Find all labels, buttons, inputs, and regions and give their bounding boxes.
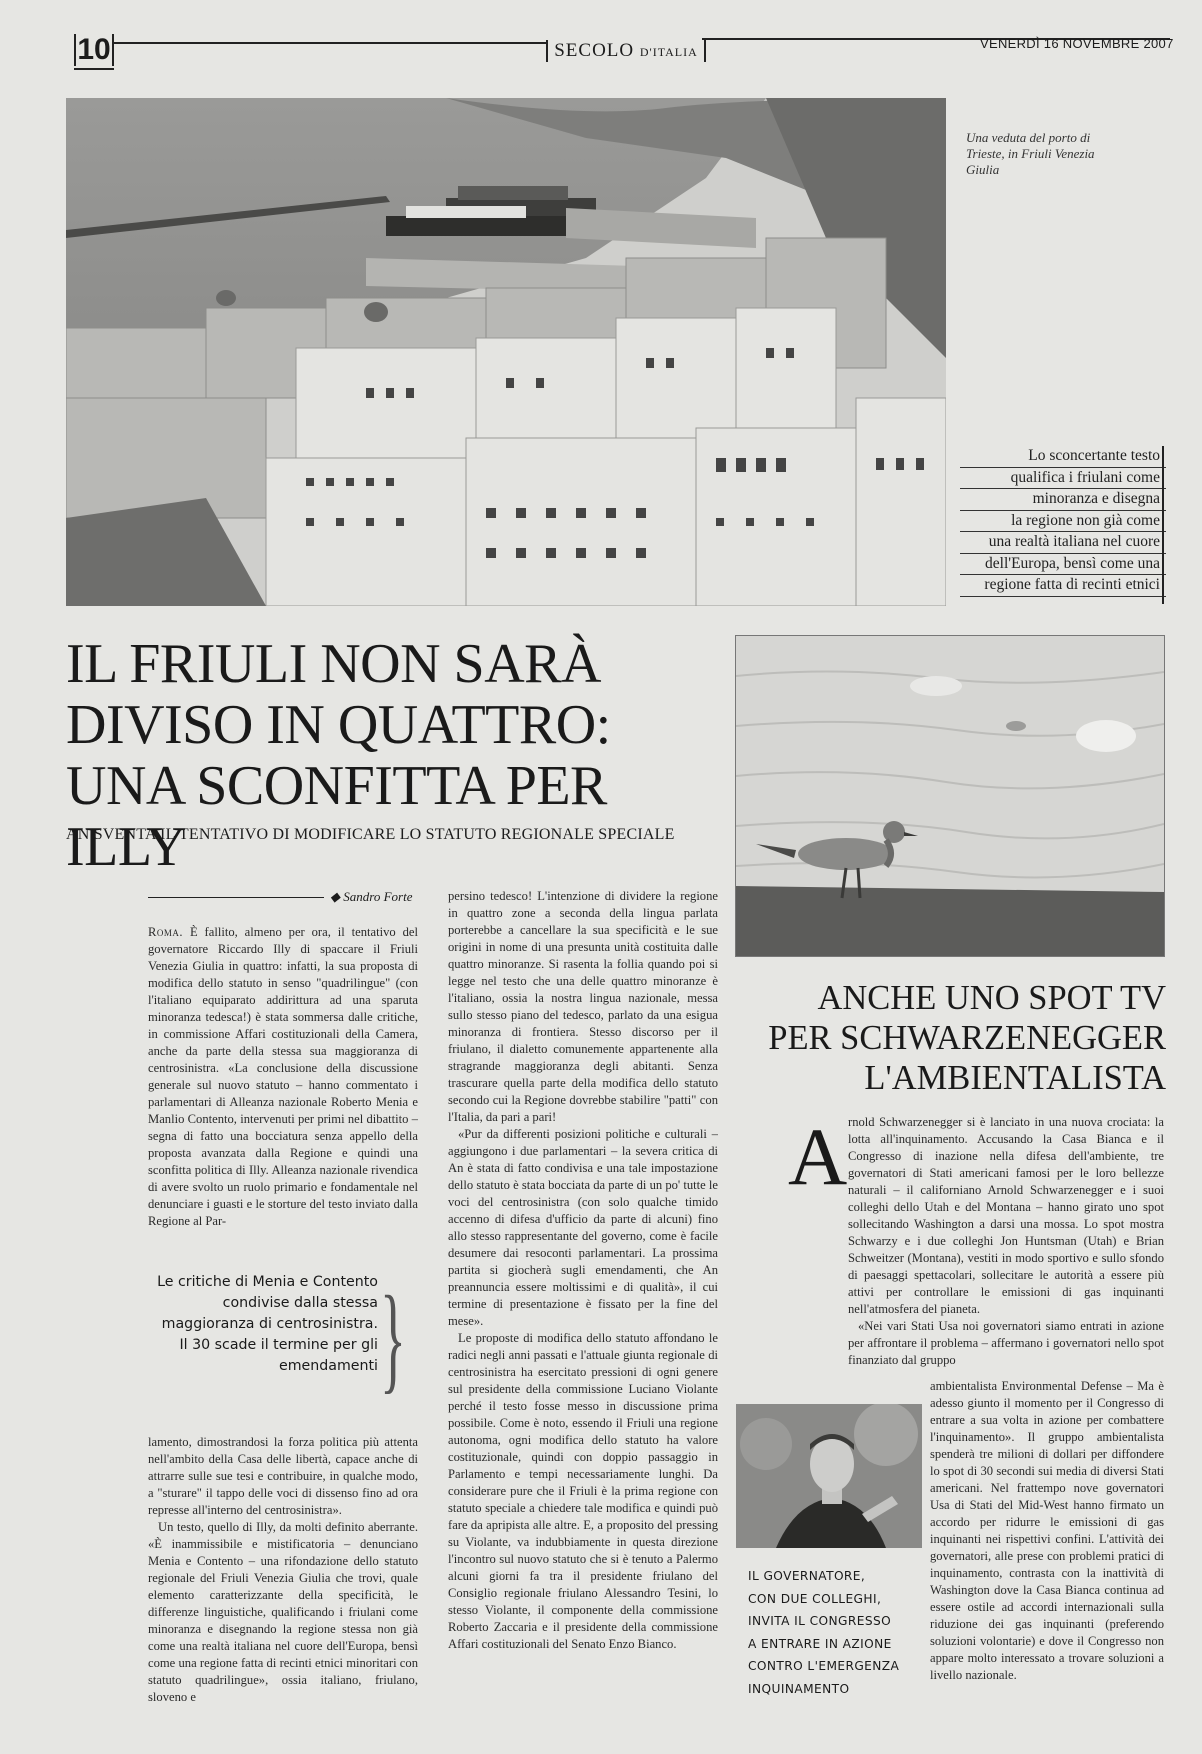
second-title-line: ANCHE UNO SPOT TV — [817, 979, 1166, 1017]
pull-quote-line: regione fatta di recinti etnici — [960, 575, 1166, 597]
article-paragraph: ambientalista Environmental Defense – Ma è adesso giunto il momento per il Congresso di entrare a sua volta in azione per combattere l'inquinamento». Il gruppo ambientalista spenderà tre milioni di dollari per diffondere lo spot di 30 secondi sui media di diversi Stati americani. Nel frattempo nove governatori Usa di Stati del Mid-West hanno firmato un accordo per ridurre le emissioni di gas inquinanti nei rispettivi confini. L'attività dei governatori, alle prese con problemi pratici di inquinamento, contrasta con la inattività di Washington dove la Casa Bianca continua ad essere ostile ad accordi internazionali sulla riduzione dei gas inquinanti (preferendo soluzioni volontarie) e dove il Congresso non appare molto interessato a trovare soluzioni a livello nazionale. — [930, 1379, 1164, 1682]
main-subhead: AN SVENTA IL TENTATIVO DI MODIFICARE LO STATUTO REGIONALE SPECIALE — [66, 826, 675, 843]
second-title-line: L'AMBIENTALISTA — [864, 1059, 1166, 1097]
quote-box: Le critiche di Menia e Contento condivise dalla stessa maggioranza di centrosinistra. Il 30 scade il termine per gli emendamenti — [157, 1274, 378, 1374]
trieste-port-illustration — [66, 98, 946, 606]
schwarzenegger-illustration — [736, 1404, 922, 1548]
seagull-photo — [736, 636, 1164, 956]
article-paragraph: «Pur da differenti posizioni politiche e culturali – aggiungono i due parlamentari – la severa critica di An è stata di fatto condivisa e una tale impostazione dello statuto è stata bocciata da parte di un po' tutte le voci del centrosinistra (con solo qualche timido accenno di difesa d'ufficio da parte di alcuni) fino allo stesso rappresentante del governo, come è facile desumere dai resoconti parlamentari. La prossima partita si giocherà sugli emendamenti, che An preannuncia essere moltissimi e di qualità», il cui termine di presentazione è fissato per la fine del mese». — [448, 1127, 718, 1328]
article-paragraph: «Nei vari Stati Usa noi governatori siamo entrati in azione per affrontare il problema – affermano i governatori nello spot finanziato dal gruppo — [848, 1319, 1164, 1367]
article-column-1-continued — [148, 1434, 418, 1740]
brace-ornament: } — [380, 1271, 406, 1404]
newspaper-name — [546, 40, 706, 62]
pull-quote-line: la regione non già come — [960, 511, 1166, 533]
photo-caption-line: INQUINAMENTO — [748, 1681, 850, 1696]
drop-cap: A — [788, 1111, 848, 1202]
photo-caption-line: CONTRO L'EMERGENZA — [748, 1659, 900, 1673]
author-name: Sandro Forte — [343, 889, 413, 904]
masthead-rule-left — [112, 42, 546, 44]
page-number: 10 — [74, 34, 114, 66]
article-column-2 — [448, 888, 718, 1740]
pull-quote-line: qualifica i friulani come — [960, 468, 1166, 490]
photo-caption-line: INVITA IL CONGRESSO — [748, 1614, 892, 1628]
headline-line: UNA SCONFITTA PER ILLY — [66, 755, 607, 878]
pull-quote-bar — [1162, 446, 1164, 604]
photo-caption-line: A ENTRARE IN AZIONE — [748, 1636, 892, 1651]
article-paragraph: persino tedesco! L'intenzione di dividere la regione in quattro zone a seconda della lingua parlata porterebbe a cancellare la sua specificità e le sue origini in nome di una presunta unità costituita dalle quattro minoranze. Si rasenta la follia quando poi si legge nel testo che una delle quattro minoranze è l'italiano, ossia la nostra lingua nazionale, messa sullo stesso piano del tedesco, parlato da una esigua minoranza di frontiera. Stesso discorso per il friulano, il dialetto comunemente appartenente alla stragrande maggioranza degli abitanti. Senza trascurare quella parte della modifica dello statuto secondo cui la Regione dovrebbe stabilire "patti" con l'Italia, da pari a pari! — [448, 889, 718, 1124]
second-article-title — [730, 978, 1166, 1098]
photo-caption-line: IL GOVERNATORE, — [748, 1569, 866, 1583]
byline-rule — [148, 897, 324, 898]
headline-line: IL FRIULI NON SARÀ — [66, 633, 601, 695]
schwarzenegger-photo — [736, 1404, 922, 1548]
headline-line: DIVISO IN QUATTRO: — [66, 694, 611, 756]
article-column-1 — [148, 924, 418, 1240]
byline: ◆ Sandro Forte — [330, 889, 413, 904]
pull-quote-line: dell'Europa, bensì come una — [960, 554, 1166, 576]
article-paragraph: rnold Schwarzenegger si è lanciato in una nuova crociata: la lotta all'inquinamento. Accusando la Casa Bianca e il Congresso di inazione nella difesa dell'ambiente, tre governatori di Stati americani famosi per le loro bellezze naturali – il californiano Arnold Schwarzenegger e i suoi colleghi dello Utah e del Montana – hanno girato uno spot sollecitando Washington a darsi una mossa. Lo spot mostra Schwarzy e i due colleghi Jon Huntsman (Utah) e Brian Schweitzer (Montana), vestiti in modo sportivo e sullo sfondo di paesaggi spettacolari, sollecitare le autorità a essere più attivi per controllare le emissioni di gas inquinanti nell'atmosfera del pianeta. — [848, 1115, 1164, 1316]
trieste-port-photo — [66, 98, 946, 606]
article-paragraph: lamento, dimostrandosi la forza politica più attenta nell'ambito della Casa delle libertà, capace anche di attrarre sulle sue tesi e contribuire, in qualche modo, a "sturare" il tappo delle voci di dissenso fino ad ora represse all'interno del centrosinistra». — [148, 1435, 418, 1517]
seagull-illustration — [736, 636, 1164, 956]
page-number-underline — [74, 68, 114, 70]
newspaper-title: SECOLO — [554, 40, 635, 61]
second-article-body-continued — [930, 1378, 1164, 1740]
top-photo-caption: Una veduta del porto di Trieste, in Friuli Venezia Giulia — [966, 130, 1095, 177]
article-text: È fallito, almeno per ora, il tentativo del governatore Riccardo Illy di spaccare il Friuli Venezia Giulia in quattro: infatti, la sua proposta di modifica dello statuto in senso "quadrilingue" (con l'italiano equiparato addirittura ad una sparuta minoranza tedesca!) è stata sommersa dalle critiche, in commissione Affari costituzionali della Camera, anche da parte della stessa sua maggioranza di centrosinistra. «La conclusione della discussione generale sul nuovo statuto – hanno commentato i parlamentari di Alleanza nazionale Roberto Menia e Manlio Contento, intervenuti per primi nel dibattito – segna di fatto una bocciatura senza appello della proposta avanzata dalla Regione e quindi una sconfitta politica di Illy. Alleanza nazionale rivendica di avere svolto un ruolo primario e fondamentale nel denunciare i guasti e le storture del testo inviato dalla Regione al Par- — [148, 925, 418, 1228]
schwarzenegger-photo-caption — [748, 1565, 904, 1700]
article-paragraph: Un testo, quello di Illy, da molti definito aberrante. «È inammissibile e mistificatoria – denunciano Menia e Contento – una rifondazione dello statuto regionale del Friuli Venezia Giulia che trovi, quale elemento caratterizzante della specificità, le differenze linguistiche, qualificando i friulani come minoranza e disegnando la regione stessa non già come una realtà italiana nel cuore dell'Europa, bensì come una regione fatta di recinti etnici minoritari con statuto quadrilingue», ossia italiano, friulano, sloveno e — [148, 1520, 418, 1704]
newspaper-suffix: D'ITALIA — [639, 45, 698, 59]
dateline-place: Roma. — [148, 925, 184, 939]
photo-caption-line: CON DUE COLLEGHI, — [748, 1591, 882, 1606]
issue-date: VENERDÌ 16 NOVEMBRE 2007 — [980, 36, 1174, 51]
pull-quote-line: Lo sconcertante testo — [960, 446, 1166, 468]
pull-quote — [960, 446, 1166, 604]
article-paragraph: Le proposte di modifica dello statuto affondano le radici negli anni passati e l'attuale giunta regionale di centrosinistra ha esercitato pressioni di ogni genere sul presidente della commissione Luciano Violante perché il testo fosse messo in discussione prima possibile. Come è noto, essendo il Friuli una regione autonoma, ogni modifica dello statuto ha valore costituzionale, quindi con doppio passaggio in Parlamento e tempi necessariamente lunghi. Da considerare pure che il Friuli è la prima regione con statuto speciale a chiedere tale modifica e quindi può fare da apripista alle altre. E, a proposito del pressing su Violante, va indubbiamente in questa direzione l'incontro sul nuovo statuto che si è tenuto a Palermo alcuni giorni fa tra il presidente friulano del Consiglio regionale friulano Alessandro Tesini, lo stesso Violante, il componente della commissione Roberto Zaccaria e il presidente della commissione Affari costituzionali del Senato Enzo Bianco. — [448, 1331, 718, 1651]
second-title-line: PER SCHWARZENEGGER — [768, 1019, 1166, 1057]
article-paragraph — [148, 924, 418, 1230]
pull-quote-line: minoranza e disegna — [960, 489, 1166, 511]
pull-quote-line: una realtà italiana nel cuore — [960, 532, 1166, 554]
